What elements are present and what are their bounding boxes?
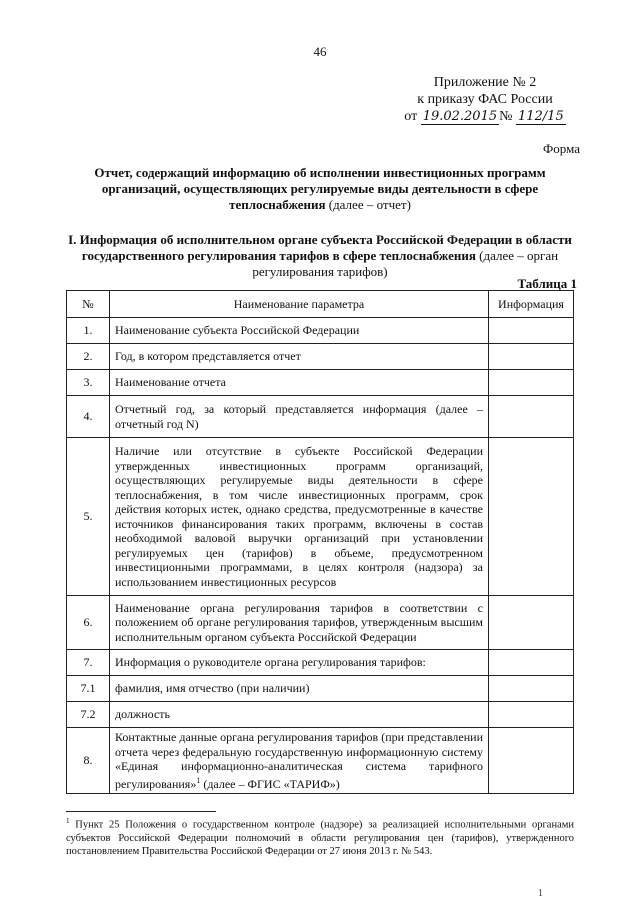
- row-parameter: фамилия, имя отчество (при наличии): [110, 676, 489, 702]
- appendix-block: [380, 74, 590, 125]
- table-row: [67, 650, 574, 676]
- table-row: [67, 318, 574, 344]
- appendix-order: к приказу ФАС России: [417, 92, 553, 107]
- row-parameter: Наличие или отсутствие в субъекте Российской Федерации утвержденных инвестиционных программ организаций, осуществляющих регулируемые виды деятельности в сфере теплоснабжения, в том числе инвестиционных программ, срок действия которых истек, однако средства, предусмотренные в качестве источников финансирования таких программ, включены в состав необходимой валовой выручки организаций при установлении регулируемых цен (тарифов) в объеме, предусмотренном инвестиционными программами, в целях контроля (надзора) за использованием инвестиционных ресурсов: [110, 438, 489, 596]
- section-heading-normal: (далее – орган регулирования тарифов): [252, 248, 559, 279]
- row-info: [489, 676, 574, 702]
- row-info: [489, 702, 574, 728]
- footnote-divider: [66, 811, 216, 812]
- row-number: 7.2: [67, 702, 110, 728]
- row-parameter: Год, в котором представляется отчет: [110, 344, 489, 370]
- header-info: Информация: [489, 291, 574, 318]
- parameters-table: [66, 290, 574, 794]
- footnote: [66, 815, 574, 858]
- row-info: [489, 396, 574, 438]
- table-row: [67, 676, 574, 702]
- row-parameter-text: Контактные данные органа регулирования тарифов (при представлении отчета через федеральную государственную информационную систему «Единая информационно-аналитическая система тарифного регулирования»: [115, 730, 483, 791]
- row-parameter: Наименование органа регулирования тарифов в соответствии с положением об органе регулирования тарифов, утвержденным высшим исполнительным органом субъекта Российской Федерации: [110, 596, 489, 650]
- bottom-mark: 1: [538, 888, 543, 899]
- row-number: 7.: [67, 650, 110, 676]
- appendix-title: Приложение № 2: [433, 75, 537, 90]
- table-header-row: [67, 291, 574, 318]
- row-parameter-tail: (далее – ФГИС «ТАРИФ»): [200, 776, 340, 791]
- document-title-normal: (далее – отчет): [325, 197, 411, 212]
- footnote-reference: 1: [196, 775, 201, 785]
- table-row: [67, 438, 574, 596]
- row-info: [489, 650, 574, 676]
- row-number: 2.: [67, 344, 110, 370]
- section-heading-bold: I. Информация об исполнительном органе субъекта Российской Федерации в области государственного регулирования тарифов в сфере теплоснабжения: [68, 232, 572, 263]
- row-parameter: должность: [110, 702, 489, 728]
- table-row: [67, 728, 574, 794]
- row-info: [489, 438, 574, 596]
- table-row: [67, 596, 574, 650]
- page-number: 46: [313, 44, 327, 59]
- footnote-marker: 1: [66, 817, 70, 825]
- row-number: 8.: [67, 728, 110, 794]
- section-heading: [66, 232, 574, 280]
- row-parameter: Наименование субъекта Российской Федерации: [110, 318, 489, 344]
- handwritten-date: 19.02.2015: [422, 109, 498, 124]
- row-parameter: [110, 728, 489, 794]
- row-number: 4.: [67, 396, 110, 438]
- row-number: 1.: [67, 318, 110, 344]
- table-caption: Таблица 1: [517, 276, 577, 291]
- row-info: [489, 318, 574, 344]
- header-parameter: Наименование параметра: [110, 291, 489, 318]
- table-row: [67, 344, 574, 370]
- form-label: Форма: [543, 141, 580, 156]
- handwritten-number: 112/15: [517, 109, 564, 124]
- table-row: [67, 396, 574, 438]
- row-info: [489, 370, 574, 396]
- row-info: [489, 596, 574, 650]
- appendix-date-line: [380, 108, 590, 125]
- row-parameter: Отчетный год, за который представляется информация (далее – отчетный год N): [110, 396, 489, 438]
- footnote-text: Пункт 25 Положения о государственном контроле (надзоре) за реализацией исполнительными органами субъектов Российской Федерации полномочий в области регулирования цен (тарифов), утвержденного постановлением Правительства Российской Федерации от 27 июня 2013 г. № 543.: [66, 819, 574, 857]
- document-title: [80, 165, 560, 213]
- from-prefix: от: [404, 109, 418, 124]
- row-number: 5.: [67, 438, 110, 596]
- table-row: [67, 702, 574, 728]
- table-row: [67, 370, 574, 396]
- row-info: [489, 728, 574, 794]
- number-prefix: №: [499, 109, 513, 124]
- row-number: 3.: [67, 370, 110, 396]
- document-title-bold: Отчет, содержащий информацию об исполнении инвестиционных программ организаций, осуществляющих регулируемые виды деятельности в сфере теплоснабжения: [94, 165, 546, 212]
- row-number: 7.1: [67, 676, 110, 702]
- row-info: [489, 344, 574, 370]
- row-number: 6.: [67, 596, 110, 650]
- header-number: №: [67, 291, 110, 318]
- row-parameter: Информация о руководителе органа регулирования тарифов:: [110, 650, 489, 676]
- row-parameter: Наименование отчета: [110, 370, 489, 396]
